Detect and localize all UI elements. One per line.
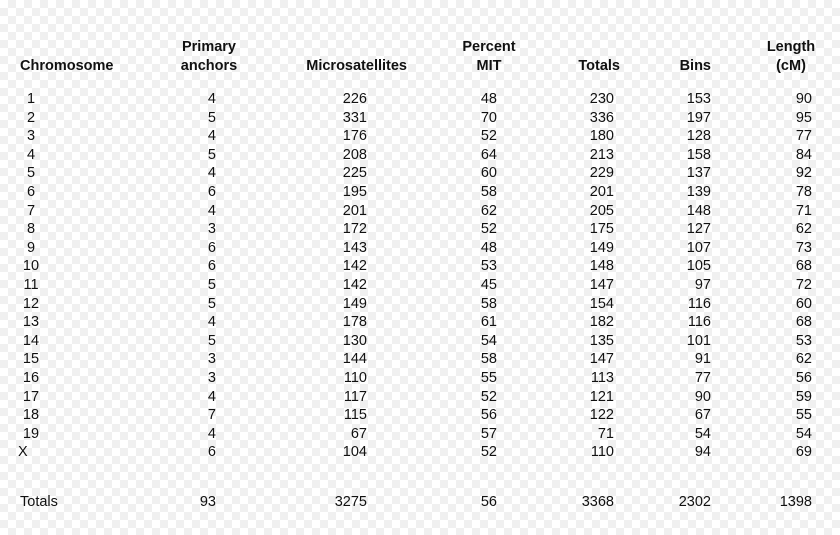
cell-microsatellites: 130 — [342, 332, 367, 349]
table-row — [0, 406, 840, 425]
cell-microsatellites: 149 — [342, 295, 367, 312]
cell-percent-mit: 53 — [480, 258, 497, 275]
cell-microsatellites: 195 — [342, 183, 367, 200]
header-bins: Bins — [679, 58, 711, 74]
cell-percent-mit: 52 — [480, 221, 497, 238]
cell-chromosome: 15 — [22, 351, 40, 368]
cell-totals: 205 — [589, 202, 614, 219]
cell-totals: 149 — [589, 239, 614, 256]
cell-primary-anchors: 6 — [207, 258, 216, 275]
cell-chromosome: 5 — [26, 165, 36, 182]
cell-length: 62 — [795, 221, 812, 238]
table-row — [0, 183, 840, 202]
cell-primary-anchors: 3 — [207, 351, 216, 368]
cell-bins: 137 — [686, 165, 711, 182]
cell-microsatellites: 201 — [342, 202, 367, 219]
cell-bins: 101 — [686, 332, 711, 349]
totals-label: Totals — [20, 494, 58, 510]
cell-length: 92 — [795, 165, 812, 182]
cell-percent-mit: 52 — [480, 388, 497, 405]
cell-microsatellites: 208 — [342, 146, 367, 163]
cell-length: 68 — [795, 258, 812, 275]
cell-totals: 147 — [589, 276, 614, 293]
cell-chromosome: 4 — [26, 146, 36, 163]
cell-chromosome: 12 — [22, 295, 40, 312]
cell-length: 71 — [795, 202, 812, 219]
cell-chromosome: 17 — [22, 388, 40, 405]
cell-totals: 122 — [589, 407, 614, 424]
cell-chromosome: 7 — [26, 202, 36, 219]
cell-primary-anchors: 3 — [207, 221, 216, 238]
cell-length: 72 — [795, 276, 812, 293]
table-body — [0, 90, 840, 462]
cell-microsatellites: 178 — [342, 314, 367, 331]
cell-totals: 175 — [589, 221, 614, 238]
cell-primary-anchors: 7 — [207, 407, 216, 424]
cell-percent-mit: 57 — [480, 425, 497, 442]
cell-length: 59 — [795, 388, 812, 405]
cell-percent-mit: 48 — [480, 91, 497, 107]
cell-microsatellites: 142 — [342, 258, 367, 275]
total-length: 1398 — [779, 494, 812, 510]
cell-percent-mit: 56 — [480, 407, 497, 424]
cell-chromosome: 14 — [22, 332, 40, 349]
cell-length: 54 — [795, 425, 812, 442]
cell-bins: 54 — [694, 425, 711, 442]
table-row — [0, 350, 840, 369]
cell-percent-mit: 70 — [480, 109, 497, 126]
cell-length: 90 — [795, 91, 812, 107]
cell-bins: 67 — [694, 407, 711, 424]
table-row — [0, 164, 840, 183]
cell-totals: 148 — [589, 258, 614, 275]
cell-percent-mit: 45 — [480, 276, 497, 293]
cell-primary-anchors: 4 — [207, 314, 216, 331]
cell-primary-anchors: 4 — [207, 425, 216, 442]
cell-percent-mit: 52 — [480, 444, 497, 461]
cell-totals: 180 — [589, 128, 614, 145]
cell-chromosome: 2 — [26, 109, 36, 126]
cell-percent-mit: 61 — [480, 314, 497, 331]
cell-length: 56 — [795, 369, 812, 386]
cell-microsatellites: 144 — [342, 351, 367, 368]
cell-bins: 116 — [687, 295, 711, 312]
cell-primary-anchors: 5 — [207, 109, 216, 126]
cell-bins: 107 — [686, 239, 711, 256]
header-percent-mit: Percent MIT — [462, 39, 516, 74]
table-row — [0, 90, 840, 109]
cell-primary-anchors: 4 — [207, 91, 216, 107]
cell-length: 84 — [795, 146, 812, 163]
cell-chromosome: 11 — [23, 276, 39, 293]
cell-totals: 201 — [589, 183, 614, 200]
cell-totals: 336 — [589, 109, 614, 126]
cell-length: 53 — [795, 332, 812, 349]
cell-percent-mit: 58 — [480, 183, 497, 200]
cell-totals: 229 — [589, 165, 614, 182]
cell-microsatellites: 225 — [342, 165, 367, 182]
table-row — [0, 388, 840, 407]
cell-chromosome: 16 — [22, 369, 40, 386]
table-row — [0, 127, 840, 146]
header-primary-anchors: Primary anchors — [180, 39, 238, 74]
total-percent-mit: 56 — [480, 494, 497, 510]
cell-length: 73 — [795, 239, 812, 256]
cell-microsatellites: 115 — [343, 407, 367, 424]
table-row — [0, 443, 840, 462]
cell-length: 77 — [795, 128, 812, 145]
cell-bins: 91 — [694, 351, 711, 368]
cell-chromosome: 10 — [22, 258, 40, 275]
cell-length: 68 — [795, 314, 812, 331]
cell-bins: 90 — [694, 388, 711, 405]
header-length: Length (cM) — [766, 39, 816, 74]
cell-chromosome: 13 — [22, 314, 40, 331]
cell-totals: 182 — [589, 314, 614, 331]
cell-bins: 128 — [686, 128, 711, 145]
cell-length: 69 — [795, 444, 812, 461]
cell-length: 60 — [795, 295, 812, 312]
table-row — [0, 369, 840, 388]
cell-microsatellites: 143 — [342, 239, 367, 256]
cell-bins: 105 — [686, 258, 711, 275]
cell-microsatellites: 67 — [350, 425, 367, 442]
cell-totals: 135 — [589, 332, 614, 349]
table-row — [0, 425, 840, 444]
cell-primary-anchors: 3 — [207, 369, 216, 386]
cell-primary-anchors: 6 — [207, 444, 216, 461]
totals-row — [0, 492, 840, 512]
cell-chromosome: 8 — [26, 221, 36, 238]
total-totals: 3368 — [581, 494, 614, 510]
cell-length: 78 — [795, 183, 812, 200]
cell-microsatellites: 104 — [342, 444, 367, 461]
cell-microsatellites: 142 — [342, 276, 367, 293]
cell-totals: 71 — [597, 425, 614, 442]
cell-percent-mit: 60 — [480, 165, 497, 182]
cell-microsatellites: 226 — [342, 91, 367, 107]
cell-chromosome: 3 — [26, 128, 36, 145]
cell-primary-anchors: 4 — [207, 128, 216, 145]
cell-bins: 97 — [694, 276, 711, 293]
header-microsatellites: Microsatellites — [306, 58, 407, 74]
cell-length: 62 — [795, 351, 812, 368]
table-row — [0, 109, 840, 128]
cell-totals: 213 — [589, 146, 614, 163]
table-row — [0, 313, 840, 332]
cell-chromosome: 9 — [26, 239, 36, 256]
total-bins: 2302 — [678, 494, 711, 510]
table-row — [0, 257, 840, 276]
cell-bins: 94 — [694, 444, 711, 461]
cell-microsatellites: 110 — [343, 369, 367, 386]
cell-percent-mit: 52 — [480, 128, 497, 145]
cell-chromosome: X — [18, 444, 28, 461]
cell-bins: 148 — [686, 202, 711, 219]
cell-percent-mit: 58 — [480, 351, 497, 368]
cell-totals: 230 — [589, 91, 614, 107]
cell-percent-mit: 48 — [480, 239, 497, 256]
cell-microsatellites: 172 — [342, 221, 367, 238]
cell-chromosome: 1 — [26, 91, 36, 107]
cell-percent-mit: 58 — [480, 295, 497, 312]
cell-primary-anchors: 4 — [207, 165, 216, 182]
cell-totals: 154 — [589, 295, 614, 312]
cell-primary-anchors: 5 — [207, 146, 216, 163]
cell-totals: 113 — [590, 369, 614, 386]
cell-percent-mit: 55 — [480, 369, 497, 386]
cell-microsatellites: 176 — [342, 128, 367, 145]
cell-primary-anchors: 5 — [207, 276, 216, 293]
cell-chromosome: 6 — [26, 183, 36, 200]
cell-percent-mit: 64 — [480, 146, 497, 163]
cell-totals: 147 — [589, 351, 614, 368]
total-primary-anchors: 93 — [199, 494, 216, 510]
table-row — [0, 202, 840, 221]
cell-bins: 139 — [686, 183, 711, 200]
cell-bins: 197 — [686, 109, 711, 126]
cell-primary-anchors: 5 — [207, 332, 216, 349]
cell-microsatellites: 331 — [342, 109, 367, 126]
table-row — [0, 146, 840, 165]
cell-primary-anchors: 5 — [207, 295, 216, 312]
cell-bins: 116 — [687, 314, 711, 331]
header-chromosome: Chromosome — [20, 58, 114, 74]
cell-totals: 121 — [589, 388, 614, 405]
total-microsatellites: 3275 — [334, 494, 367, 510]
cell-chromosome: 18 — [22, 407, 40, 424]
cell-bins: 158 — [686, 146, 711, 163]
table-row — [0, 295, 840, 314]
cell-percent-mit: 54 — [480, 332, 497, 349]
cell-primary-anchors: 4 — [207, 388, 216, 405]
cell-percent-mit: 62 — [480, 202, 497, 219]
table-row — [0, 220, 840, 239]
cell-primary-anchors: 6 — [207, 239, 216, 256]
cell-bins: 153 — [686, 91, 711, 107]
cell-length: 95 — [795, 109, 812, 126]
cell-bins: 127 — [686, 221, 711, 238]
cell-length: 55 — [795, 407, 812, 424]
table-row — [0, 239, 840, 258]
cell-primary-anchors: 4 — [207, 202, 216, 219]
table-row — [0, 276, 840, 295]
cell-chromosome: 19 — [22, 425, 40, 442]
cell-totals: 110 — [590, 444, 614, 461]
cell-microsatellites: 117 — [343, 388, 367, 405]
cell-bins: 77 — [694, 369, 711, 386]
cell-primary-anchors: 6 — [207, 183, 216, 200]
table-row — [0, 332, 840, 351]
header-totals: Totals — [578, 58, 620, 74]
